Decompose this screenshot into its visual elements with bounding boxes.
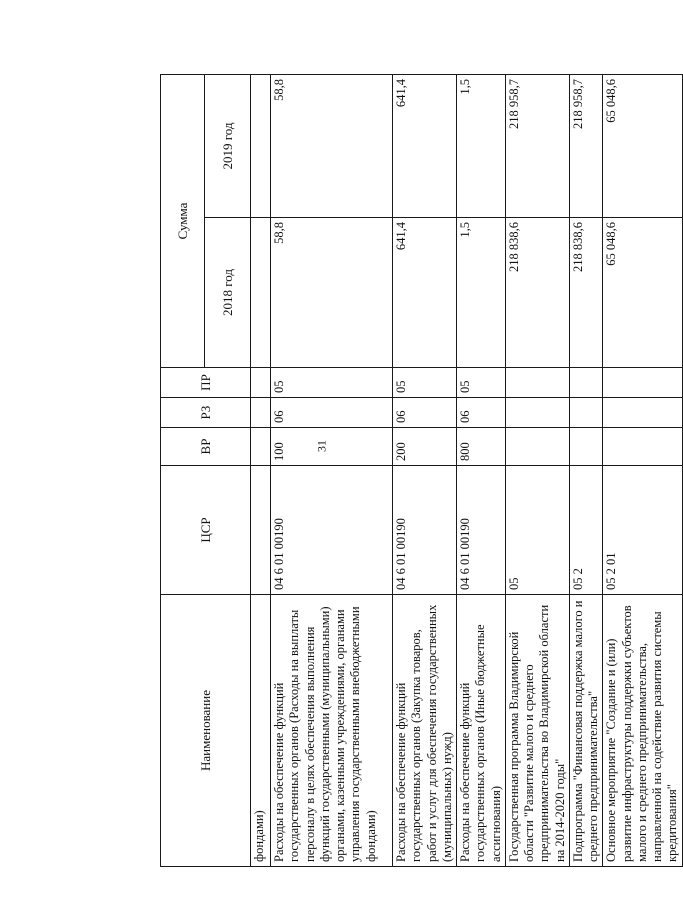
cell-name: Расходы на обеспечение функций государственных органов (Расходы на выплаты персоналу в целях обеспечения выполнения функций государственными (муниципальными) органами, казенными учреждениями, органами управления государственными внебюджетными фондами) bbox=[271, 595, 393, 867]
budget-table bbox=[160, 74, 683, 867]
cell-rz bbox=[569, 398, 603, 428]
cell-csr bbox=[251, 466, 271, 595]
cell-vr: 100 bbox=[271, 428, 393, 466]
header-sum: Сумма bbox=[161, 75, 205, 368]
cell-name: Расходы на обеспечение функций государственных органов (Закупка товаров, работ и услуг для обеспечения государственных (муниципальных) нужд) bbox=[393, 595, 457, 867]
cell-name: Государственная программа Владимирской области "Развитие малого и среднего предпринимательства во Владимирской области на 2014-2020 годы" bbox=[505, 595, 569, 867]
cell-2018: 218 838,6 bbox=[569, 218, 603, 368]
cell-pr: 05 bbox=[393, 368, 457, 398]
table-row bbox=[393, 75, 457, 867]
cell-csr: 05 2 01 bbox=[603, 466, 683, 595]
table-row bbox=[569, 75, 603, 867]
cell-2019: 65 048,6 bbox=[603, 75, 683, 218]
cell-rz bbox=[603, 398, 683, 428]
cell-2018: 218 838,6 bbox=[505, 218, 569, 368]
table-row-continuation bbox=[251, 75, 271, 867]
cell-2019: 218 958,7 bbox=[569, 75, 603, 218]
cell-pr: 05 bbox=[457, 368, 506, 398]
cell-csr: 04 6 01 00190 bbox=[393, 466, 457, 595]
cell-pr: 05 bbox=[271, 368, 393, 398]
cell-2019: 58,8 bbox=[271, 75, 393, 218]
cell-name: фондами) bbox=[251, 595, 271, 867]
cell-csr: 05 2 bbox=[569, 466, 603, 595]
cell-vr bbox=[603, 428, 683, 466]
cell-2019: 641,4 bbox=[393, 75, 457, 218]
cell-2019: 218 958,7 bbox=[505, 75, 569, 218]
cell-pr bbox=[505, 368, 569, 398]
cell-2018: 58,8 bbox=[271, 218, 393, 368]
header-vr: ВР bbox=[161, 428, 251, 466]
header-csr: ЦСР bbox=[161, 466, 251, 595]
cell-rz: 06 bbox=[393, 398, 457, 428]
cell-rz bbox=[505, 398, 569, 428]
cell-pr bbox=[603, 368, 683, 398]
cell-2018: 641,4 bbox=[393, 218, 457, 368]
table-row bbox=[457, 75, 506, 867]
cell-csr: 04 6 01 00190 bbox=[271, 466, 393, 595]
cell-vr bbox=[251, 428, 271, 466]
page-number: 31 bbox=[314, 440, 329, 452]
rotated-table-container bbox=[160, 75, 680, 867]
cell-vr: 200 bbox=[393, 428, 457, 466]
cell-2018 bbox=[251, 218, 271, 368]
cell-vr bbox=[505, 428, 569, 466]
header-rz: РЗ bbox=[161, 398, 251, 428]
header-pr: ПР bbox=[161, 368, 251, 398]
cell-2019: 1,5 bbox=[457, 75, 506, 218]
table-row bbox=[603, 75, 683, 867]
cell-name: Расходы на обеспечение функций государственных органов (Иные бюджетные ассигнования) bbox=[457, 595, 506, 867]
cell-2018: 65 048,6 bbox=[603, 218, 683, 368]
header-year-2019: 2019 год bbox=[205, 75, 251, 218]
cell-name: Подпрограмма "Финансовая поддержка малого и среднего предпринимательства" bbox=[569, 595, 603, 867]
cell-name: Основное мероприятие "Создание и (или) развитие инфраструктуры поддержки субъектов малого и среднего предпринимательства, направленной на содействие развития системы кредитования" bbox=[603, 595, 683, 867]
cell-rz: 06 bbox=[271, 398, 393, 428]
header-name: Наименование bbox=[161, 595, 251, 867]
cell-vr bbox=[569, 428, 603, 466]
cell-2018: 1,5 bbox=[457, 218, 506, 368]
cell-rz bbox=[251, 398, 271, 428]
table-row bbox=[505, 75, 569, 867]
table-row bbox=[271, 75, 393, 867]
cell-2019 bbox=[251, 75, 271, 218]
cell-csr: 05 bbox=[505, 466, 569, 595]
cell-rz: 06 bbox=[457, 398, 506, 428]
cell-vr: 800 bbox=[457, 428, 506, 466]
cell-csr: 04 6 01 00190 bbox=[457, 466, 506, 595]
cell-pr bbox=[251, 368, 271, 398]
header-year-2018: 2018 год bbox=[205, 218, 251, 368]
cell-pr bbox=[569, 368, 603, 398]
